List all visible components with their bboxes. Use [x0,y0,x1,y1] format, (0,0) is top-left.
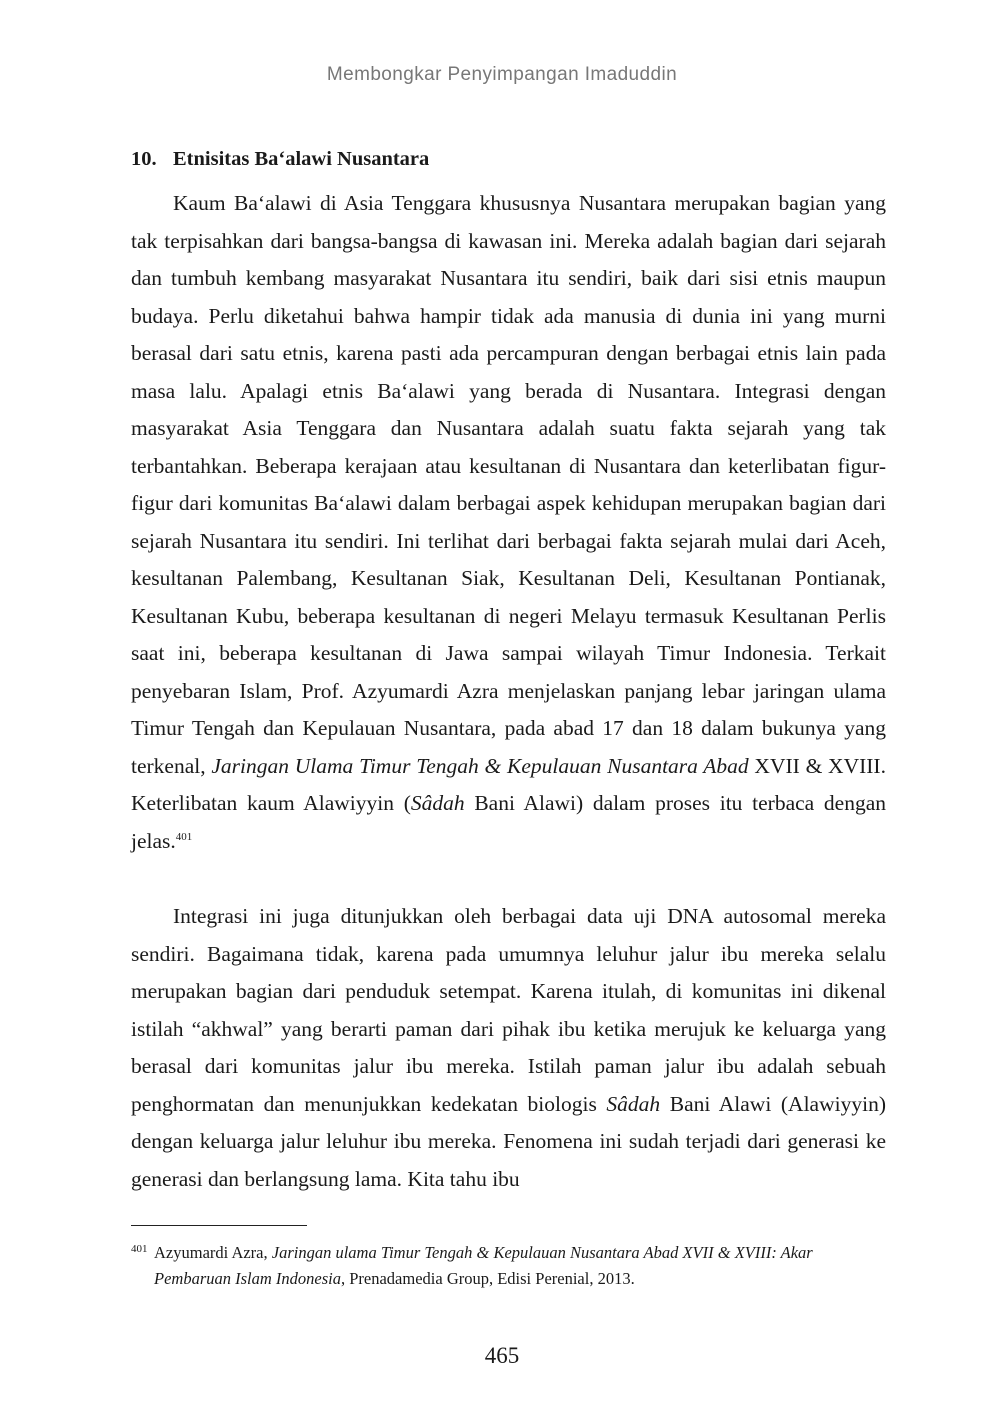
italic-term: Sâdah [606,1091,661,1116]
book-title: Jaringan Ulama Timur Tengah & Kepulauan Nusantara Abad [211,753,749,778]
footnote-number: 401 [131,1243,148,1255]
footnote-publisher: , Prenadamedia Group, Edisi Perenial, 2013. [340,1269,635,1288]
section-number: 10. [131,148,157,170]
body-paragraph-2 [131,898,886,1198]
footnote [131,1240,891,1292]
body-paragraph-1 [131,185,886,860]
section-heading [131,148,429,171]
footnote-divider [131,1225,307,1226]
paragraph-text: Bani Alawi) dalam proses itu terbaca dengan jelas. [131,791,886,853]
italic-term: Sâdah [410,791,465,815]
footnote-reference[interactable]: 401 [175,830,193,843]
section-title: Etnisitas Ba‘alawi Nusantara [173,148,430,170]
paragraph-text: Bani Alawi (Alawiyyin) dengan keluarga jalur leluhur ibu mereka. Fenomena ini sudah terjadi dari generasi ke generasi dan berlangsung lama. Kita tahu ibu [131,1091,886,1191]
footnote-text [154,1240,891,1292]
page-number: 465 [484,1343,520,1368]
paragraph-text: XVII & XVIII. Keterlibatan kaum Alawiyyin ( [131,753,886,815]
footnote-author: Azyumardi Azra, [154,1243,272,1262]
footnote-book-title: Jaringan ulama Timur Tengah & Kepulauan Nusantara Abad XVII & XVIII: Akar Pembaruan Islam Indonesia [154,1243,813,1288]
paragraph-text: Kaum Ba‘alawi di Asia Tenggara khususnya Nusantara merupakan bagian yang tak terpisahkan dari bangsa-bangsa di kawasan ini. Mereka adalah bagian dari sejarah dan tumbuh kembang masyarakat Nusantara itu sendiri, baik dari sisi etnis maupun budaya. Perlu diketahui bahwa hampir tidak ada manusia di dunia ini yang murni berasal dari satu etnis, karena pasti ada percampuran dengan berbagai etnis lain pada masa lalu. Apalagi etnis Ba‘alawi yang berada di Nusantara. Integrasi dengan masyarakat Asia Tenggara dan Nusantara adalah suatu fakta sejarah yang tak terbantahkan. Beberapa kerajaan atau kesultanan di Nusantara dan keterlibatan figur-figur dari komunitas Ba‘alawi dalam berbagai aspek kehidupan merupakan bagian dari sejarah Nusantara itu sendiri. Ini terlihat dari berbagai fakta sejarah mulai dari Aceh, kesultanan Palembang, Kesultanan Siak, Kesultanan Deli, Kesultanan Pontianak, Kesultanan Kubu, beberapa kesultanan di negeri Melayu termasuk Kesultanan Perlis saat ini, beberapa kesultanan di Jawa sampai wilayah Timur Indonesia. Terkait penyebaran Islam, Prof. Azyumardi Azra menjelaskan panjang lebar jaringan ulama Timur Tengah dan Kepulauan Nusantara, pada abad 17 dan 18 dalam bukunya yang terkenal, [131,191,886,778]
paragraph-text: Integrasi ini juga ditunjukkan oleh berbagai data uji DNA autosomal mereka sendiri. Bagaimana tidak, karena pada umumnya leluhur jalur ibu mereka selalu merupakan bagian dari penduduk setempat. Karena itulah, di komunitas ini dikenal istilah “akhwal” yang berarti paman dari pihak ibu ketika merujuk ke keluarga yang berasal dari komunitas jalur ibu mereka. Istilah paman jalur ibu adalah sebuah penghormatan dan menunjukkan kedekatan biologis [131,904,886,1116]
running-header: Membongkar Penyimpangan Imaduddin [326,64,678,85]
